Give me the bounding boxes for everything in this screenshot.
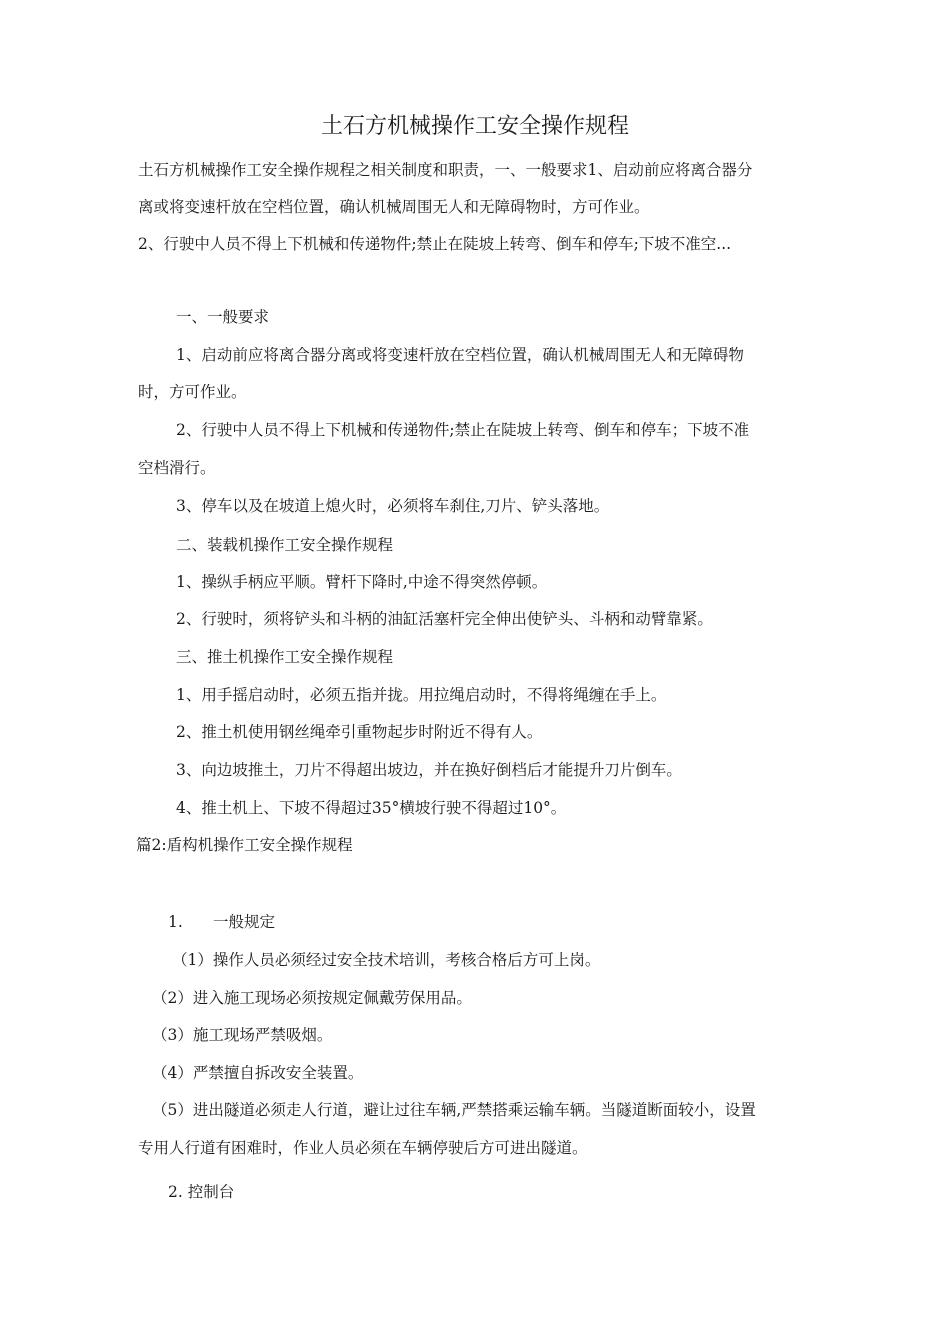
part-2-heading: 篇2:盾构机操作工安全操作规程 (136, 836, 353, 854)
section-1-item-1-line-2: 时，方可作业。 (138, 383, 247, 401)
part-2-item-4: （4）严禁擅自拆改安全装置。 (152, 1064, 364, 1082)
section-3-item-1: 1、用手摇启动时，必须五指并拢。用拉绳启动时，不得将绳缠在手上。 (176, 686, 667, 704)
part-2-item-2: （2）进入施工现场必须按规定佩戴劳保用品。 (152, 989, 472, 1007)
summary-line-1: 土石方机械操作工安全操作规程之相关制度和职责，一、一般要求1、启动前应将离合器分 (138, 161, 753, 179)
part-2-item-3: （3）施工现场严禁吸烟。 (152, 1026, 333, 1044)
section-1-heading: 一、一般要求 (176, 308, 270, 326)
section-3-heading: 三、推土机操作工安全操作规程 (176, 648, 394, 666)
part-2-item-5-line-1: （5）进出隧道必须走人行道，避让过往车辆,严禁搭乘运输车辆。当隧道断面较小，设置 (152, 1101, 756, 1119)
section-1-item-3: 3、停车以及在坡道上熄火时，必须将车刹住,刀片、铲头落地。 (176, 497, 610, 515)
section-3-item-3: 3、向边坡推土，刀片不得超出坡边，并在换好倒档后才能提升刀片倒车。 (176, 761, 682, 779)
section-2-heading: 二、装载机操作工安全操作规程 (176, 536, 394, 554)
section-3-item-2: 2、推土机使用钢丝绳牵引重物起步时附近不得有人。 (176, 723, 543, 741)
section-1-item-2-line-2: 空档滑行。 (138, 459, 216, 477)
section-3-item-4: 4、推土机上、下坡不得超过35°横坡行驶不得超过10°。 (176, 799, 567, 817)
part-2-section-1-number: 1. (168, 913, 183, 931)
part-2-item-5-line-2: 专用人行道有困难时，作业人员必须在车辆停驶后方可进出隧道。 (138, 1139, 588, 1157)
summary-line-2: 离或将变速杆放在空档位置，确认机械周围无人和无障碍物时，方可作业。 (138, 198, 650, 216)
section-2-item-2: 2、行驶时，须将铲头和斗柄的油缸活塞杆完全伸出使铲头、斗柄和动臂靠紧。 (176, 610, 713, 628)
section-1-item-2-line-1: 2、行驶中人员不得上下机械和传递物件;禁止在陡坡上转弯、倒车和停车；下坡不准 (176, 421, 750, 439)
part-2-section-1-title: 一般规定 (213, 913, 276, 931)
section-2-item-1: 1、操纵手柄应平顺。臂杆下降时,中途不得突然停顿。 (176, 573, 548, 591)
section-1-item-1-line-1: 1、启动前应将离合器分离或将变速杆放在空档位置，确认机械周围无人和无障碍物 (176, 346, 744, 364)
part-2-section-2-heading: 2. 控制台 (168, 1183, 235, 1201)
document-title: 土石方机械操作工安全操作规程 (320, 114, 629, 139)
part-2-item-1: （1）操作人员必须经过安全技术培训，考核合格后方可上岗。 (172, 951, 601, 969)
summary-line-3: 2、行驶中人员不得上下机械和传递物件;禁止在陡坡上转弯、倒车和停车;下坡不准空... (138, 235, 732, 253)
